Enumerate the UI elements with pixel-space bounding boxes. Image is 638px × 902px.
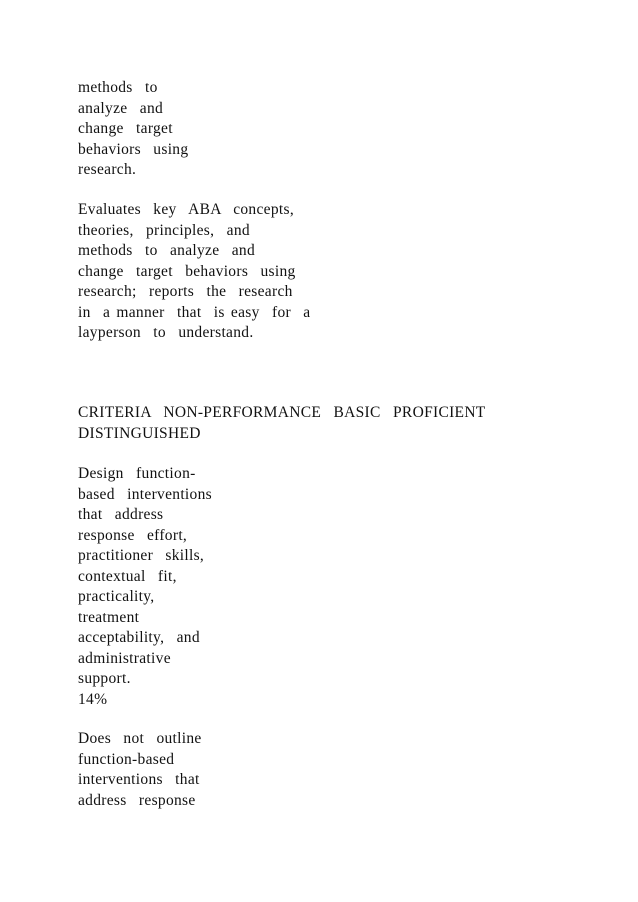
text-line: theories, principles, and — [78, 221, 250, 239]
distinguished-description — [78, 200, 311, 344]
text-line: layperson to understand. — [78, 324, 254, 341]
text-line: acceptability, and — [78, 629, 200, 646]
text-line: in a manner that is easy for a — [78, 303, 311, 321]
text-line: change target — [78, 120, 173, 137]
criterion-weight: 14% — [78, 690, 108, 708]
text-line: administrative — [78, 649, 171, 667]
text-line: based interventions — [78, 485, 212, 503]
text-line: Design function- — [78, 465, 196, 482]
text-line: change target behaviors using — [78, 262, 296, 280]
text-line: address response — [78, 791, 196, 809]
text-line: behaviors using — [78, 140, 189, 158]
text-line: interventions that — [78, 771, 200, 788]
text-line: support. — [78, 670, 131, 687]
text-line: methods to analyze and — [78, 242, 256, 259]
non-performance-description — [78, 729, 202, 811]
text-line: practitioner skills, — [78, 547, 205, 564]
criteria-header — [78, 403, 486, 444]
text-line: function-based — [78, 750, 175, 768]
criterion-description — [78, 464, 212, 710]
text-line: research. — [78, 161, 137, 178]
text-line: research; reports the research — [78, 283, 293, 300]
header-line: CRITERIA NON-PERFORMANCE BASIC PROFICIENT — [78, 404, 486, 421]
text-line: treatment — [78, 608, 140, 626]
text-line: response effort, — [78, 526, 188, 544]
header-line: DISTINGUISHED — [78, 424, 201, 442]
text-line: Evaluates key ABA concepts, — [78, 201, 294, 218]
text-line: that address — [78, 506, 164, 523]
text-line: practicality, — [78, 588, 155, 605]
text-line: Does not outline — [78, 730, 202, 747]
rubric-text-fragment — [78, 78, 188, 181]
text-line: contextual fit, — [78, 567, 177, 585]
text-line: analyze and — [78, 99, 164, 117]
text-line: methods to — [78, 79, 158, 96]
